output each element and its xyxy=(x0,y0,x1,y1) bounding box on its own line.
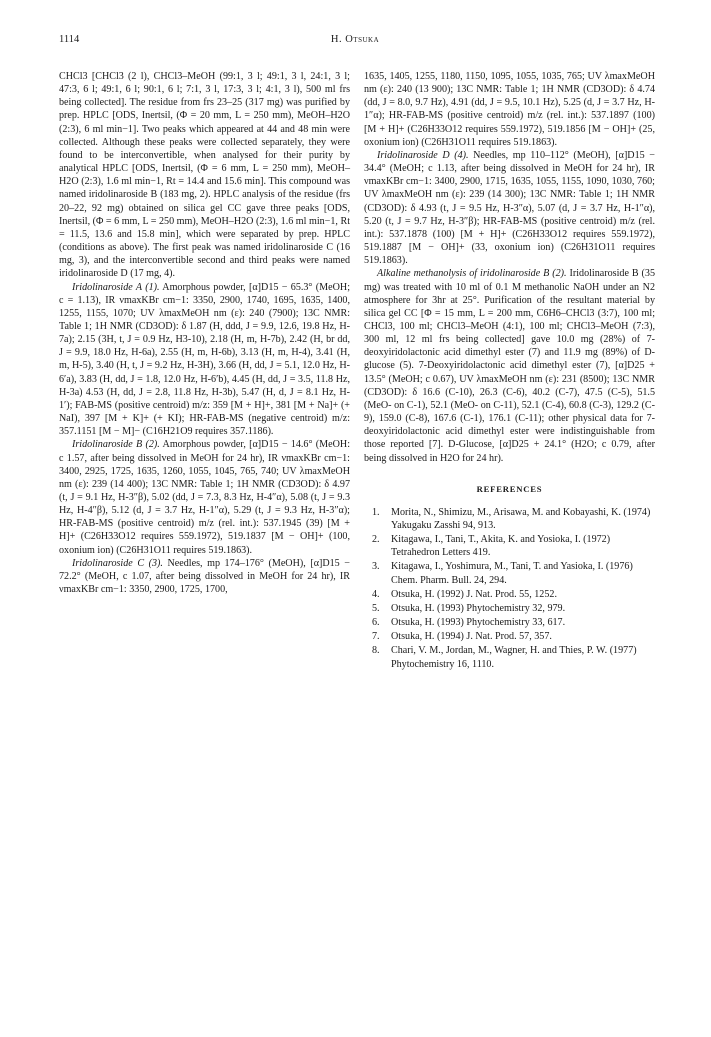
reference-text: Morita, N., Shimizu, M., Arisawa, M. and Kobayashi, K. (1974) Yakugaku Zasshi 94, 913. xyxy=(391,506,651,531)
reference-text: Kitagawa, I., Yoshimura, M., Tani, T. and Yasioka, I. (1976) Chem. Pharm. Bull. 24, 294. xyxy=(391,561,633,586)
reference-number: 3. xyxy=(372,561,380,573)
reference-number: 4. xyxy=(372,588,380,600)
reference-number: 5. xyxy=(372,602,380,614)
paragraph-iridolinaroside-d xyxy=(364,149,655,267)
paragraph-lead: Iridolinaroside C (3). xyxy=(72,557,163,569)
paragraph-text: Needles, mp 174–176° (MeOH), [α]D15 − 72.2° (MeOH, c 1.07, after being dissolved in MeOH for 24 hr), IR νmaxKBr cm−1: 3350, 2900, 1725, 1700, xyxy=(59,557,350,596)
paragraph-text: 1635, 1405, 1255, 1180, 1150, 1095, 1055, 1035, 765; UV λmaxMeOH nm (ε): 240 (13 900); 13C NMR: Table 1; 1H NMR (CD3OD): δ 4.74 (dd, J = 8.0, 9.7 Hz), 4.91 (dd, J = 9.5, 10.1 Hz), 5.25 (d, J = 3.7 Hz, H-1″α); HR-FAB-MS (positive centroid) m/z (rel. int.): 537.1897 (100) [M + H]+ (C26H33O12 requires 559.1972), 519.1856 [M − OH]+ (25, oxonium ion) (C26H31O11 requires 519.1863). xyxy=(364,71,655,148)
reference-item xyxy=(364,644,655,670)
reference-number: 2. xyxy=(372,534,380,546)
paragraph-lead: Iridolinaroside A (1). xyxy=(72,281,160,293)
page-header xyxy=(59,34,651,50)
paragraph-lead: Alkaline methanolysis of iridolinaroside B (2). xyxy=(377,268,567,280)
reference-item xyxy=(364,560,655,586)
page-number: 1114 xyxy=(59,34,80,45)
left-column xyxy=(59,70,350,596)
reference-text: Kitagawa, I., Tani, T., Akita, K. and Yosioka, I. (1972) Tetrahedron Letters 419. xyxy=(391,534,611,559)
reference-item xyxy=(364,630,655,643)
references-list xyxy=(364,506,655,671)
reference-text: Otsuka, H. (1993) Phytochemistry 32, 979. xyxy=(391,602,566,614)
reference-number: 8. xyxy=(372,645,380,657)
paragraph-text: Amorphous powder, [α]D15 − 65.3° (MeOH; c = 1.13), IR νmaxKBr cm−1: 3350, 2900, 1740, 1695, 1635, 1400, 1255, 1155, 1070; UV λmaxMeOH nm (ε): 240 (7900); 13C NMR: Table 1; 1H NMR (CD3OD): δ 1.87 (H, ddd, J = 9.9, 12.6, 19.8 Hz, H-7a); 2.15 (3H, t, J = 0.9 Hz, H3-10), 2.18 (H, m, H-7b), 2.42 (H, br dd, J = 9.9, 18.0 Hz, H-6a), 2.55 (H, m, H-6b), 3.13 (H, m, H-4), 3.41 (H, m, H-5), 3.40 (H, t, J = 9.2 Hz, H-3H), 3.66 (H, dd, J = 5.1, 12.0 Hz, H-6′a), 3.83 (H, dd, J = 1.8, 12.0 Hz, H-6′b), 4.45 (H, dd, J = 3.5, 11.8 Hz, H-3a) 4.53 (H, dd, J = 2.8, 11.8 Hz, H-3b), 5.47 (H, d, J = 8.1 Hz, H-1′); FAB-MS (positive centroid) m/z: 359 [M + H]+, 381 [M + Na]+ (+ NaI), 397 [M + K]+ (+ KI); HR-FAB-MS (negative centroid) m/z: 357.1151 [M − M]− (C16H21O9 requires 357.1186). xyxy=(59,281,351,438)
reference-text: Chari, V. M., Jordan, M., Wagner, H. and Thies, P. W. (1977) Phytochemistry 16, 1110. xyxy=(391,645,637,670)
paragraph-continuation xyxy=(364,70,655,149)
reference-text: Otsuka, H. (1993) Phytochemistry 33, 617. xyxy=(391,617,566,629)
paragraph-iridolinaroside-a xyxy=(59,281,350,439)
running-head: H. Otsuka xyxy=(330,34,380,45)
paragraph-continuation xyxy=(59,70,350,281)
reference-item xyxy=(364,602,655,615)
reference-number: 1. xyxy=(372,506,380,518)
paragraph-lead: Iridolinaroside D (4). xyxy=(377,149,469,161)
paragraph-text: CHCl3 [CHCl3 (2 l), CHCl3–MeOH (99:1, 3 l; 49:1, 3 l, 24:1, 3 l; 47:3, 6 l; 49:1, 6 l; 90:1, 6 l; 7:1, 3 l, 17:3, 3 l; 4:1, 3 l), 500 ml frs being collected]. The residue from frs 23–25 (317 mg) was purified by prep. HPLC [ODS, Inertsil, (Φ = 20 mm, L = 250 mm), MeOH–H2O (2:3), 6 ml min−1]. Two peaks which appeared at 44 and 48 min were collected. Although these peaks were collected separately, they were found to be interconvertible, when analysed for their purity by analytical HPLC [ODS, Inertsil, (Φ = 6 mm, L = 250 mm), MeOH–H2O (2:3), 1.6 ml min−1, Rt = 14.4 and 15.6 min]. This compound was named iridolinaroside B (183 mg, 2). HPLC analysis of the residue (frs 20–22, 92 mg) obtained on silica gel CC gave three peaks [ODS, Inertsil, (Φ = 6 mm, L = 250 mm), MeOH–H2O (2:3), 1.6 ml min−1, Rt = 11.5, 13.6 and 15.8 min], which were separated by prep. HPLC (conditions as above). The first peak was named iridolinaroside C (16 mg, 3), and the interconvertible second and third peaks were named iridolinaroside D (17 mg, 4). xyxy=(59,71,350,280)
reference-item xyxy=(364,533,655,559)
reference-item xyxy=(364,616,655,629)
reference-number: 6. xyxy=(372,617,380,629)
reference-number: 7. xyxy=(372,631,380,643)
references-heading: REFERENCES xyxy=(476,483,543,494)
paragraph-alkaline-methanolysis xyxy=(364,267,655,464)
paragraph-iridolinaroside-b xyxy=(59,438,350,556)
paragraph-lead: Iridolinaroside B (2). xyxy=(72,439,160,451)
reference-text: Otsuka, H. (1992) J. Nat. Prod. 55, 1252. xyxy=(391,588,557,600)
paragraph-text: Iridolinaroside B (35 mg) was treated with 10 ml of 0.1 M methanolic NaOH under an N2 atmosphere for 3hr at 25°. Purification of the resultant material by silica gel CC [Φ = 15 mm, L = 200 mm, C6H6–CHCl3 (3:7), 100 ml; CHCl3, 100 ml; CHCl3–MeOH (4:1), 100 ml; CHCl3–MeOH (7:3), 300 ml, 12 ml frs being collected] gave 10.0 mg (28%) of 7-deoxyiridolactonic acid dimethyl ester (7) and 11.9 mg (89%) of D-glucose (5). 7-Deoxyiridolactonic acid dimethyl ester (7), [α]D25 + 13.5° (MeOH; c 0.67), UV λmaxMeOH nm (ε): 231 (8500); 13C NMR (CD3OD): δ 16.6 (C-10), 26.3 (C-6), 40.2 (C-7), 47.5 (C-5), 51.5 (MeO- on C-1), 52.1 (MeO- on C-11), 52.1 (C-4), 60.8 (C-3), 129.2 (C-9), 159.0 (C-8), 167.6 (C-1), 176.1 (C-11); other physical data for 7-deoxyiridolactonic acid dimethyl ester were indistinguishable from those reported [7]. D-Glucose, [α]D25 + 24.1° (H2O; c 0.79, after being dissolved in H2O for 24 hr). xyxy=(364,268,655,464)
reference-item xyxy=(364,588,655,601)
paragraph-text: Needles, mp 110–112° (MeOH), [α]D15 − 34.4° (MeOH; c 1.13, after being dissolved in MeOH for 24 hr), IR νmaxKBr cm−1: 3400, 2900, 1715, 1635, 1055, 1155, 1090, 1030, 760; UV λmaxMeOH nm (ε): 239 (14 300); 13C NMR: Table 1; 1H NMR (CD3OD): δ 4.93 (t, J = 9.5 Hz, H-3″α), 5.07 (d, J = 3.7 Hz, H-1″α), 5.20 (t, J = 9.7 Hz, H-3″β); HR-FAB-MS (positive centroid) m/z (rel. int.): 537.1878 (100) [M + H]+ (C26H33O12 requires 559.1972), 519.1887 [M − OH]+ (33, oxonium ion) (C26H31O11 requires 519.1863). xyxy=(364,149,655,267)
right-column xyxy=(364,70,655,672)
reference-item xyxy=(364,506,655,532)
paragraph-iridolinaroside-c xyxy=(59,557,350,596)
paragraph-text: Amorphous powder, [α]D15 − 14.6° (MeOH: c 1.57, after being dissolved in MeOH for 24 hr), IR νmaxKBr cm−1: 3400, 2925, 1725, 1635, 1260, 1055, 1045, 765, 740; UV λmaxMeOH nm (ε): 239 (14 400); 13C NMR: Table 1; 1H NMR (CD3OD): δ 4.97 (t, J = 9.1 Hz, H-3″β), 5.02 (dd, J = 7.3, 8.3 Hz, H-4″α), 5.08 (t, J = 9.3 Hz, H-4″β), 5.12 (d, J = 3.7 Hz, H-1″α), 5.29 (t, J = 9.3 Hz, H-3″α); HR-FAB-MS (positive centroid) m/z (rel. int.): 537.1945 (39) [M + H]+ (C26H33O12 requires 559.1972), 519.1837 [M − OH]+ (100, oxonium ion) (C26H31O11 requires 519.1863). xyxy=(59,439,351,556)
reference-text: Otsuka, H. (1994) J. Nat. Prod. 57, 357. xyxy=(391,631,552,643)
